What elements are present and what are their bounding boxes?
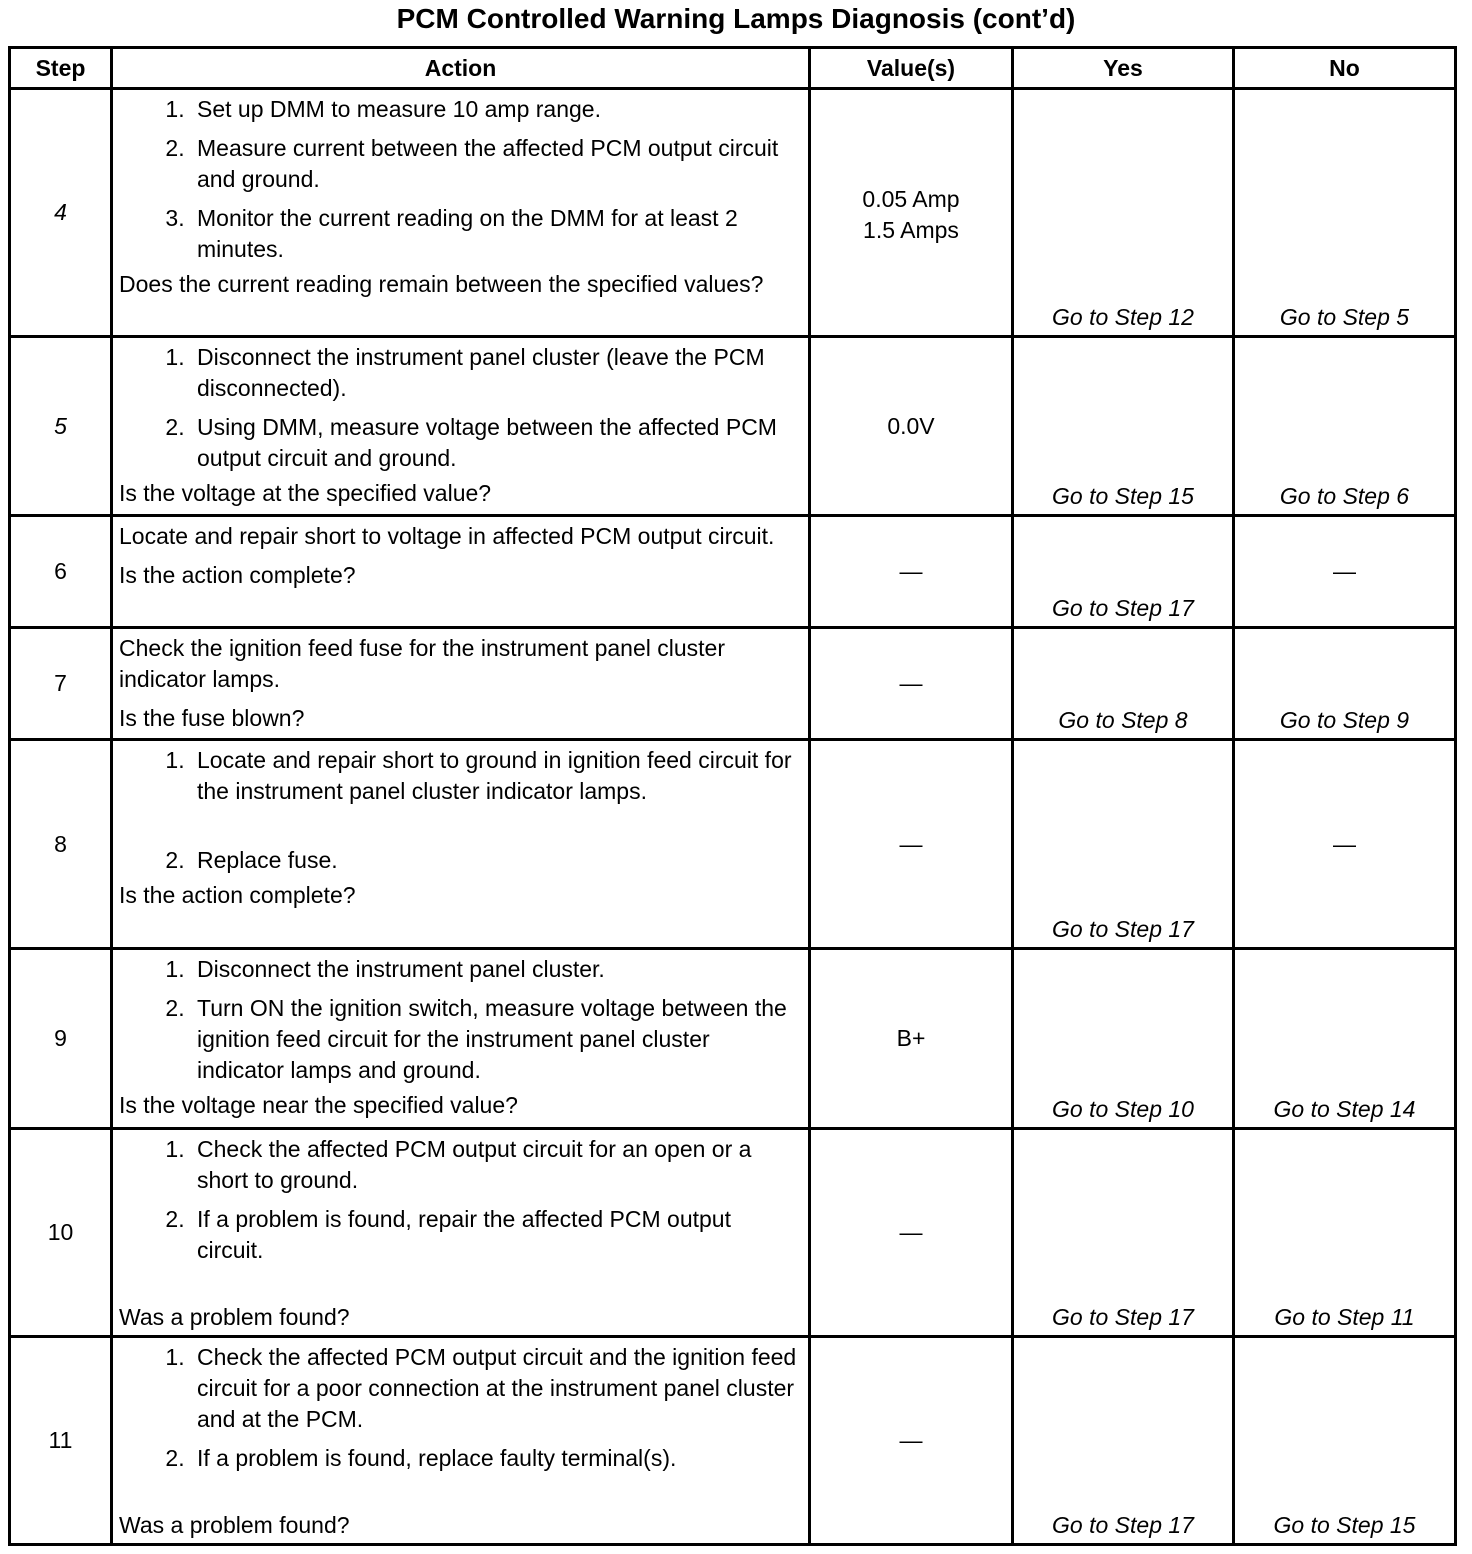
table-row: [10, 949, 1456, 1129]
action-question: Was a problem found?: [119, 1304, 350, 1330]
action-question: Is the action complete?: [119, 562, 356, 588]
action-step: 2. Using DMM, measure voltage between the affected PCM output circuit and ground.: [191, 412, 802, 474]
no-cell: Go to Step 15: [1234, 1337, 1456, 1545]
action-step: 2. If a problem is found, replace faulty terminal(s).: [191, 1443, 802, 1474]
step-number: 10: [10, 1129, 112, 1337]
table-row: [10, 1129, 1456, 1337]
action-step: 1. Check the affected PCM output circuit for an open or a short to ground.: [191, 1134, 802, 1196]
action-cell: [112, 337, 810, 516]
header-action: Action: [112, 48, 810, 89]
action-step: 1. Disconnect the instrument panel cluster.: [191, 954, 802, 985]
yes-cell: Go to Step 17: [1013, 1129, 1234, 1337]
step-number: 5: [10, 337, 112, 516]
no-cell: Go to Step 11: [1234, 1129, 1456, 1337]
table-row: [10, 516, 1456, 628]
yes-cell: Go to Step 12: [1013, 89, 1234, 337]
step-number: 4: [10, 89, 112, 337]
action-cell: [112, 1129, 810, 1337]
action-steps: [119, 745, 802, 876]
header-no: No: [1234, 48, 1456, 89]
yes-cell: Go to Step 17: [1013, 740, 1234, 949]
value-cell: 0.0V: [810, 337, 1013, 516]
action-step: 1. Locate and repair short to ground in ignition feed circuit for the instrument panel cluster indicator lamps.: [191, 745, 802, 807]
no-cell: —: [1234, 516, 1456, 628]
action-step: 2. If a problem is found, repair the affected PCM output circuit.: [191, 1204, 802, 1266]
yes-cell: Go to Step 15: [1013, 337, 1234, 516]
no-cell: Go to Step 14: [1234, 949, 1456, 1129]
action-step: 1. Check the affected PCM output circuit and the ignition feed circuit for a poor connection at the instrument panel cluster and at the PCM.: [191, 1342, 802, 1435]
action-cell: [112, 516, 810, 628]
action-question: Is the voltage at the specified value?: [119, 480, 492, 506]
yes-cell: Go to Step 17: [1013, 516, 1234, 628]
header-values: Value(s): [810, 48, 1013, 89]
action-steps: [119, 954, 802, 1086]
value-min: 0.05 Amp: [862, 186, 960, 212]
action-question: Is the voltage near the specified value?: [119, 1092, 518, 1118]
value-cell: —: [810, 1337, 1013, 1545]
no-cell: —: [1234, 740, 1456, 949]
action-step: 2. Turn ON the ignition switch, measure voltage between the ignition feed circuit for the instrument panel cluster indicator lamps and ground.: [191, 993, 802, 1086]
no-cell: Go to Step 6: [1234, 337, 1456, 516]
action-step: 1. Set up DMM to measure 10 amp range.: [191, 94, 802, 125]
table-row: [10, 337, 1456, 516]
value-cell: —: [810, 628, 1013, 740]
step-number: 9: [10, 949, 112, 1129]
table-row: [10, 89, 1456, 337]
action-cell: [112, 949, 810, 1129]
step-number: 7: [10, 628, 112, 740]
action-text: Check the ignition feed fuse for the instrument panel cluster indicator lamps.: [119, 635, 726, 692]
table-row: [10, 740, 1456, 949]
step-number: 11: [10, 1337, 112, 1545]
no-cell: Go to Step 9: [1234, 628, 1456, 740]
action-cell: [112, 740, 810, 949]
yes-cell: Go to Step 8: [1013, 628, 1234, 740]
value-cell: B+: [810, 949, 1013, 1129]
action-steps: [119, 1134, 802, 1266]
header-step: Step: [10, 48, 112, 89]
action-question: Was a problem found?: [119, 1512, 350, 1538]
action-question: Is the fuse blown?: [119, 705, 305, 731]
action-step: 2. Replace fuse.: [191, 845, 802, 876]
action-cell: [112, 1337, 810, 1545]
diagnosis-table: [8, 46, 1457, 1546]
value-cell: —: [810, 1129, 1013, 1337]
action-step: 3. Monitor the current reading on the DMM for at least 2 minutes.: [191, 203, 802, 265]
yes-cell: Go to Step 17: [1013, 1337, 1234, 1545]
action-cell: [112, 89, 810, 337]
action-steps: [119, 1342, 802, 1474]
value-cell: —: [810, 516, 1013, 628]
step-number: 6: [10, 516, 112, 628]
yes-cell: Go to Step 10: [1013, 949, 1234, 1129]
action-step: 1. Disconnect the instrument panel cluster (leave the PCM disconnected).: [191, 342, 802, 404]
value-max: 1.5 Amps: [863, 217, 959, 243]
no-cell: Go to Step 5: [1234, 89, 1456, 337]
action-step: 2. Measure current between the affected PCM output circuit and ground.: [191, 133, 802, 195]
action-cell: [112, 628, 810, 740]
value-cell: [810, 89, 1013, 337]
action-steps: [119, 94, 802, 265]
action-steps: [119, 342, 802, 474]
table-row: [10, 628, 1456, 740]
action-question: Is the action complete?: [119, 882, 356, 908]
header-yes: Yes: [1013, 48, 1234, 89]
table-row: [10, 1337, 1456, 1545]
page-title: PCM Controlled Warning Lamps Diagnosis (cont’d): [396, 3, 1076, 34]
action-text: Locate and repair short to voltage in affected PCM output circuit.: [119, 523, 775, 549]
action-question: Does the current reading remain between the specified values?: [119, 271, 764, 297]
value-cell: —: [810, 740, 1013, 949]
table-header-row: [10, 48, 1456, 89]
step-number: 8: [10, 740, 112, 949]
